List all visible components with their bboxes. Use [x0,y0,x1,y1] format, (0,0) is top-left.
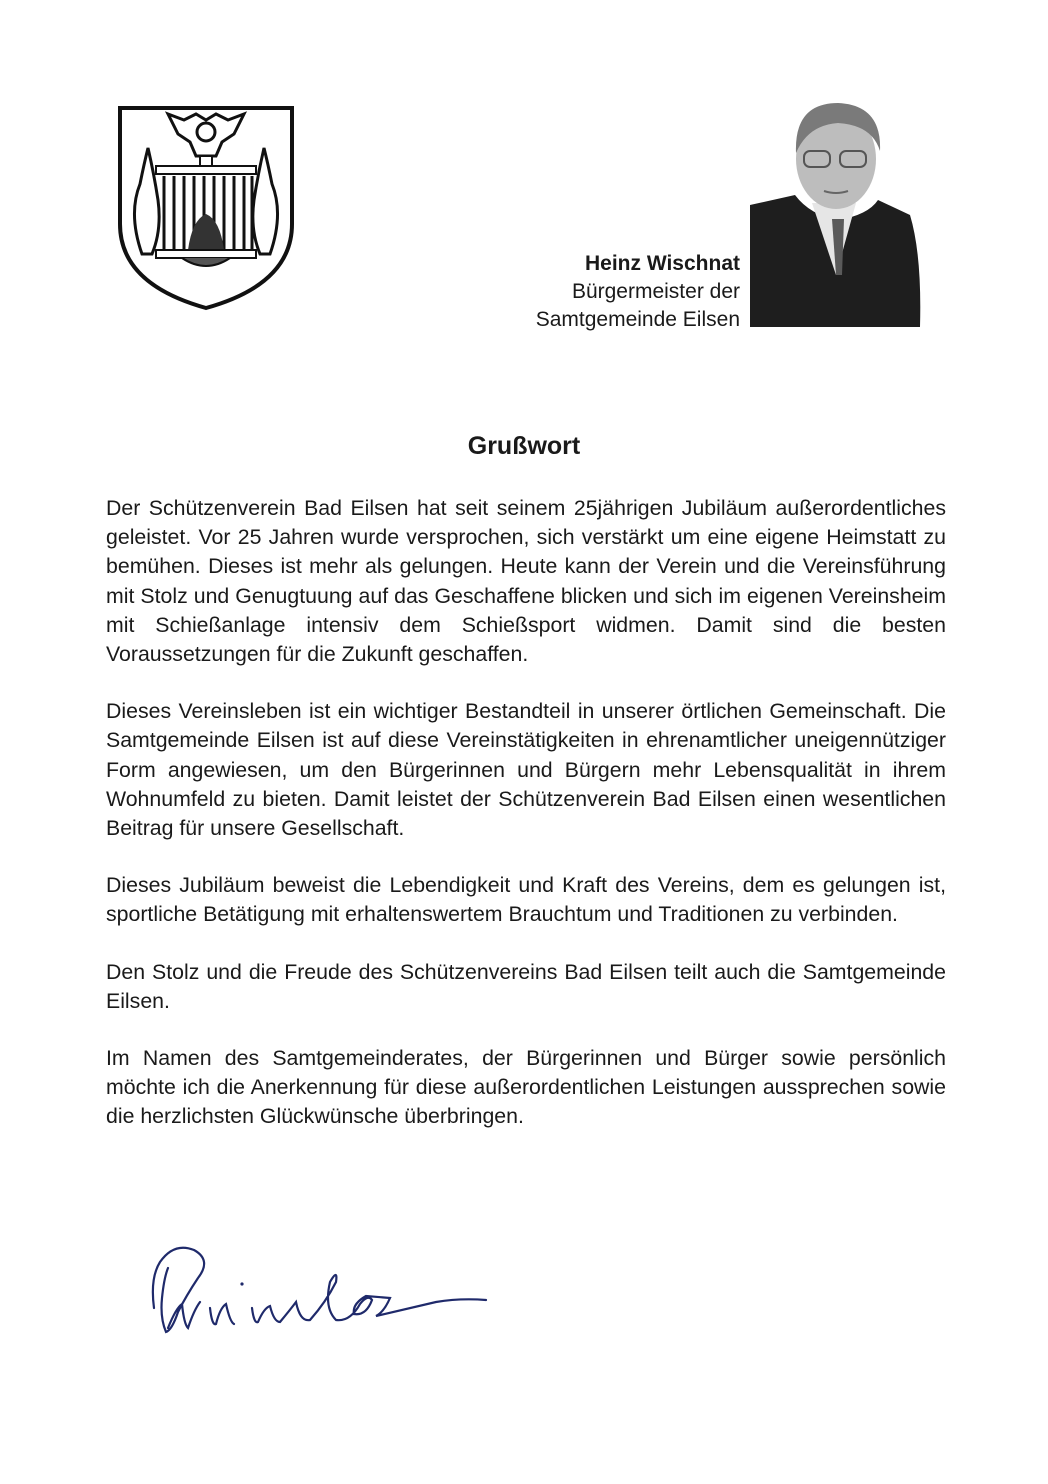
author-role-line1: Bürgermeister der [571,280,740,303]
document-title: Grußwort [467,432,581,460]
paragraph: Der Schützenverein Bad Eilsen hat seit seinem 25jährigen Jubiläum außerordentliches geleistet. Vor 25 Jahren wurde versprochen, sich verstärkt um eine eigene Heimstatt zu bemühen. Dieses ist mehr als gelungen. Heute kann der Verein und die Vereinsführung mit Stolz und Genugtuung auf das Geschaffene blicken und sich im eigenen Vereinsheim mit Schießanlage intensiv dem Schießsport widmen. Damit sind die besten Voraussetzungen für die Zukunft geschaffen. [106,496,946,667]
paragraph: Im Namen des Samtgemeinderates, der Bürgerinnen und Bürger sowie persönlich möchte ich die Anerkennung für diese außerordentlichen Leistungen aussprechen sowie die herzlichsten Glückwünsche überbringen. [106,1046,946,1129]
author-name: Heinz Wischnat [585,252,740,275]
portrait-photo [750,95,925,327]
author-block [536,250,740,334]
paragraph: Dieses Jubiläum beweist die Lebendigkeit und Kraft des Vereins, dem es gelungen ist, sportliche Betätigung mit erhaltenswertem Brauchtum und Traditionen zu verbinden. [106,873,946,927]
paragraph: Den Stolz und die Freude des Schützenvereins Bad Eilsen teilt auch die Samtgemeinde Eilsen. [106,959,946,1013]
handwritten-signature [140,1238,500,1348]
letter-body [106,494,946,1160]
coat-of-arms-logo [116,104,296,312]
paragraph: Dieses Vereinsleben ist ein wichtiger Bestandteil in unserer örtlichen Gemeinschaft. Die Samtgemeinde Eilsen ist auf diese Vereinstätigkeiten in ehrenamtlicher uneigennütziger Form angewiesen, um den Bürgerinnen und Bürgern mehr Lebensqualität in ihrem Wohnumfeld zu bieten. Damit leistet der Schützenverein Bad Eilsen einen wesentlichen Beitrag für unsere Gesellschaft. [106,699,946,841]
author-role-line2: Samtgemeinde Eilsen [535,308,740,331]
